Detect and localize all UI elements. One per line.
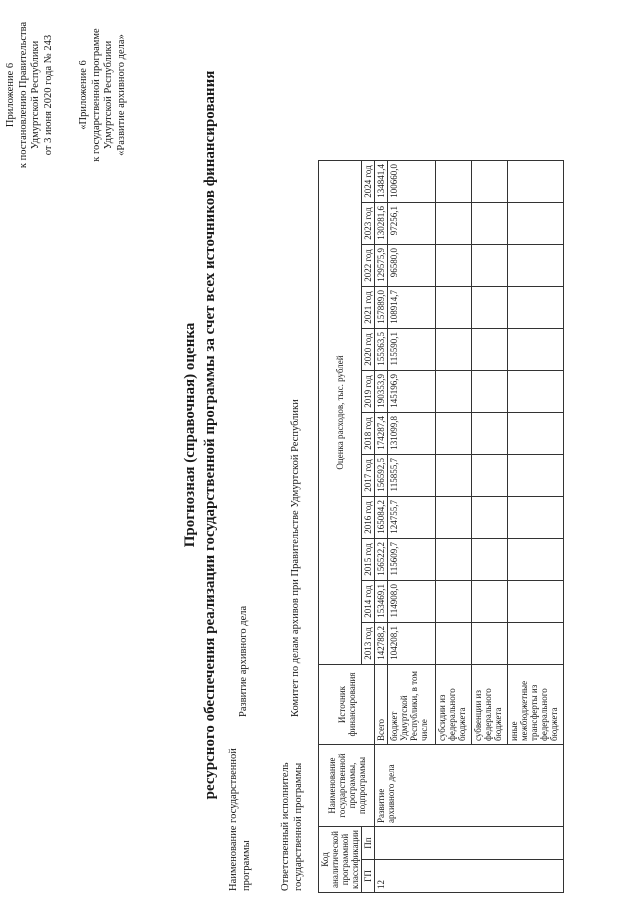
- executor-value: Комитет по делам архивов при Правительстве Удмуртской Республики: [290, 399, 301, 717]
- header-year: 2015 год: [362, 539, 375, 581]
- document-title: Прогнозная (справочная) оценка: [182, 322, 198, 548]
- value-cell: 115590,1: [388, 329, 436, 371]
- value-cell: 156522,2: [375, 539, 388, 581]
- value-cell: 145196,9: [388, 371, 436, 413]
- value-cell: 155363,5: [375, 329, 388, 371]
- value-cell: 96580,0: [388, 245, 436, 287]
- source-cell: бюджет Удмуртской Республики, в том числе: [388, 665, 436, 745]
- approval-line: к государственной программе: [90, 28, 102, 162]
- approval-note-program: [78, 10, 128, 180]
- value-cell: 156592,5: [375, 455, 388, 497]
- header-gp: ГП: [362, 860, 375, 893]
- source-cell: Всего: [375, 665, 388, 745]
- value-cell: 131099,8: [388, 413, 436, 455]
- approval-line: Приложение 6: [5, 62, 16, 128]
- header-source: Источник финансирования: [319, 665, 375, 745]
- value-cell: 115609,7: [388, 539, 436, 581]
- header-year: 2017 год: [362, 455, 375, 497]
- value-cell: 104208,1: [388, 623, 436, 665]
- header-year: 2024 год: [362, 161, 375, 203]
- document-subtitle: ресурсного обеспечения реализации государственной программы за счет всех источников финансирования: [202, 70, 218, 800]
- approval-line: от 3 июня 2020 года № 243: [42, 34, 54, 156]
- source-cell: субвенции из федерального бюджета: [472, 665, 508, 745]
- header-estimate: Оценка расходов, тыс. рублей: [319, 161, 362, 665]
- header-name: Наименование государственной программы, подпрограммы: [319, 745, 375, 827]
- value-cell: 134841,4: [375, 161, 388, 203]
- value-cell: 130281,6: [375, 203, 388, 245]
- value-cell: 129575,9: [375, 245, 388, 287]
- header-row: [319, 161, 362, 893]
- header-pp: Пп: [362, 827, 375, 860]
- header-year: 2020 год: [362, 329, 375, 371]
- header-year: 2014 год: [362, 581, 375, 623]
- source-cell: иные межбюджетные трансферты из федерального бюджета: [508, 665, 564, 745]
- header-year: 2022 год: [362, 245, 375, 287]
- value-cell: 142788,2: [375, 623, 388, 665]
- header-year: 2018 год: [362, 413, 375, 455]
- value-cell: 115855,7: [388, 455, 436, 497]
- value-cell: 190353,9: [375, 371, 388, 413]
- approval-line: «Развитие архивного дела»: [115, 34, 127, 156]
- value-cell: 100660,0: [388, 161, 436, 203]
- value-cell: 165084,2: [375, 497, 388, 539]
- value-cell: 97256,1: [388, 203, 436, 245]
- program-value: Развитие архивного дела: [238, 605, 249, 717]
- source-cell: субсидии из федерального бюджета: [436, 665, 472, 745]
- header-year: 2013 год: [362, 623, 375, 665]
- approval-line: к постановлению Правительства: [17, 21, 29, 169]
- value-cell: 108914,7: [388, 287, 436, 329]
- value-cell: 124755,7: [388, 497, 436, 539]
- header-code: Код аналитической программной классификации: [319, 827, 362, 893]
- table-row: [375, 161, 388, 893]
- gp-code: 12: [375, 860, 564, 893]
- header-year: 2019 год: [362, 371, 375, 413]
- executor-label: Ответственный исполнитель государственной программы: [280, 762, 304, 891]
- approval-line: «Приложение 6: [78, 60, 89, 130]
- value-cell: 157889,0: [375, 287, 388, 329]
- header-year: 2021 год: [362, 287, 375, 329]
- header-year: 2016 год: [362, 497, 375, 539]
- financing-table: [318, 160, 564, 893]
- approval-line: Удмуртской Республики: [30, 40, 41, 150]
- program-name-cell: Развитие архивного дела: [375, 745, 564, 827]
- approval-line: Удмуртской Республики: [103, 40, 114, 150]
- value-cell: 114908,0: [388, 581, 436, 623]
- header-year: 2023 год: [362, 203, 375, 245]
- approval-note-decree: [5, 10, 55, 180]
- value-cell: 153469,1: [375, 581, 388, 623]
- pp-code: [375, 827, 564, 860]
- program-label: Наименование государственной программы: [228, 748, 252, 891]
- value-cell: 174287,4: [375, 413, 388, 455]
